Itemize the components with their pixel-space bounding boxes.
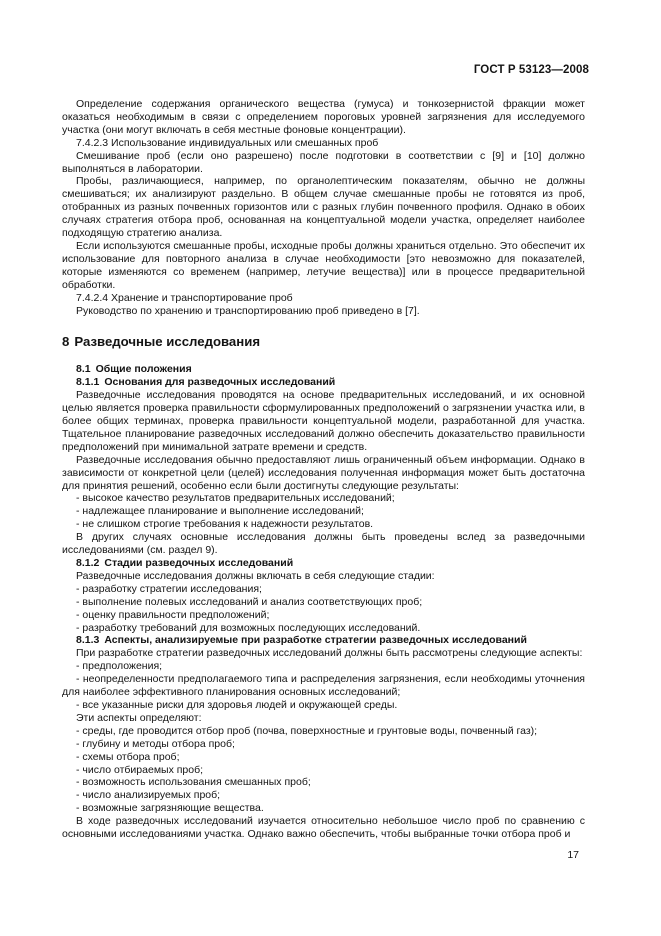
document-body [62,98,585,841]
paragraph: Определение содержания органического вещества (гумуса) и тонкозернистой фракции может оказаться необходимым в связи с определением пороговых уровней загрязнения для исследуемого участка (они могут включать в себя местные фоновые концентрации). [62,98,585,136]
paragraph: Смешивание проб (если оно разрешено) после подготовки в соответствии с [9] и [10] должно выполняться в лаборатории. [62,149,585,175]
list-item: - среды, где проводится отбор проб (почва, поверхностные и грунтовые воды, почвенный газ); [76,724,538,737]
list-item: - разработку требований для возможных последующих исследований. [76,621,421,634]
subsection-heading-8-1-3: 8.1.3 Аспекты, анализируемые при разработке стратегии разведочных исследований [76,634,527,647]
list-item: - все указанные риски для здоровья людей и окружающей среды. [76,698,398,711]
paragraph: Разведочные исследования проводятся на основе предварительных исследований, и их основной целью является проверка правильности сформулированных предположений о загрязнении участка или, в более общих терминах, проверка правильности концептуальной модели, разработанной для участка. Тщательное планирование разведочных исследований должно обеспечить доказательство правильности предположений при минимальной затрате времени и средств. [62,389,585,453]
list-item: - оценку правильности предположений; [76,608,270,621]
paragraph: Если используются смешанные пробы, исходные пробы должны храниться отдельно. Это обеспечит их использование для повторного анализа в случае необходимости [это невозможно для показателей, которые изменяются со временем (например, летучие вещества)] или в процессе предварительной обработки. [62,239,585,291]
list-item: - число анализируемых проб; [76,789,221,802]
section-title: Разведочные исследования [74,334,261,350]
subsection-heading-8-1-2: 8.1.2 Стадии разведочных исследований [76,557,294,569]
document-id-header: ГОСТ Р 53123—2008 [473,64,589,76]
paragraph: Эти аспекты определяют: [76,711,202,724]
list-item: - возможность использования смешанных проб; [76,776,311,789]
subsection-heading-8-1-1: 8.1.1 Основания для разведочных исследований [76,376,336,389]
list-item: - число отбираемых проб; [76,763,204,776]
paragraph: Пробы, различающиеся, например, по органолептическим показателям, обычно не должны смешиваться; их анализируют раздельно. В общем случае смешанные пробы не готовятся из проб, отобранных из разных почвенных горизонтов или с разных глубин почвенного профиля. Однако в обоих случаях стратегия отбора проб, основанная на концептуальной модели участка, определяет наиболее подходящую стратегию анализа. [62,175,585,240]
paragraph: Руководство по хранению и транспортированию проб приведено в [7]. [76,304,420,317]
list-item: - выполнение полевых исследований и анализ соответствующих проб; [76,595,423,608]
subsection-heading-8-1: 8.1 Общие положения [76,363,192,376]
list-item: - надлежащее планирование и выполнение исследований; [76,505,364,518]
subsection-heading-7-4-2-4: 7.4.2.4 Хранение и транспортирование проб [76,291,293,304]
list-item: - возможные загрязняющие вещества. [76,802,264,815]
paragraph: Разведочные исследования обычно предоставляют лишь ограниченный объем информации. Однако в зависимости от конкретной цели (целей) исследования полученная информация может быть достаточна для принятия решений, особенно если были достигнуты следующие результаты: [62,453,585,492]
list-item: - высокое качество результатов предварительных исследований; [76,492,395,505]
list-item: - неопределенности предполагаемого типа и распределения загрязнения, если необходимы уточнения для наиболее эффективного планирования основных исследований; [62,673,585,699]
section-heading-8 [62,334,585,350]
paragraph: При разработке стратегии разведочных исследований должны быть рассмотрены следующие аспекты: [76,647,583,660]
paragraph: В других случаях основные исследования должны быть проведены вслед за разведочными исследованиями (см. раздел 9). [62,531,585,557]
page-number: 17 [567,849,579,861]
subsection-heading-7-4-2-3: 7.4.2.3 Использование индивидуальных или смешанных проб [76,136,379,149]
paragraph: В ходе разведочных исследований изучается относительно небольшое число проб по сравнению с основными исследованиями участка. Однако важно обеспечить, чтобы выбранные точки отбора проб и [62,815,585,841]
list-item: - предположения; [76,660,163,673]
list-item: - глубину и методы отбора проб; [76,737,235,750]
list-item: - разработку стратегии исследования; [76,582,262,595]
paragraph: Разведочные исследования должны включать в себя следующие стадии: [76,569,435,582]
list-item: - не слишком строгие требования к надежности результатов. [76,518,374,531]
list-item: - схемы отбора проб; [76,750,180,763]
section-number: 8 [62,334,70,350]
